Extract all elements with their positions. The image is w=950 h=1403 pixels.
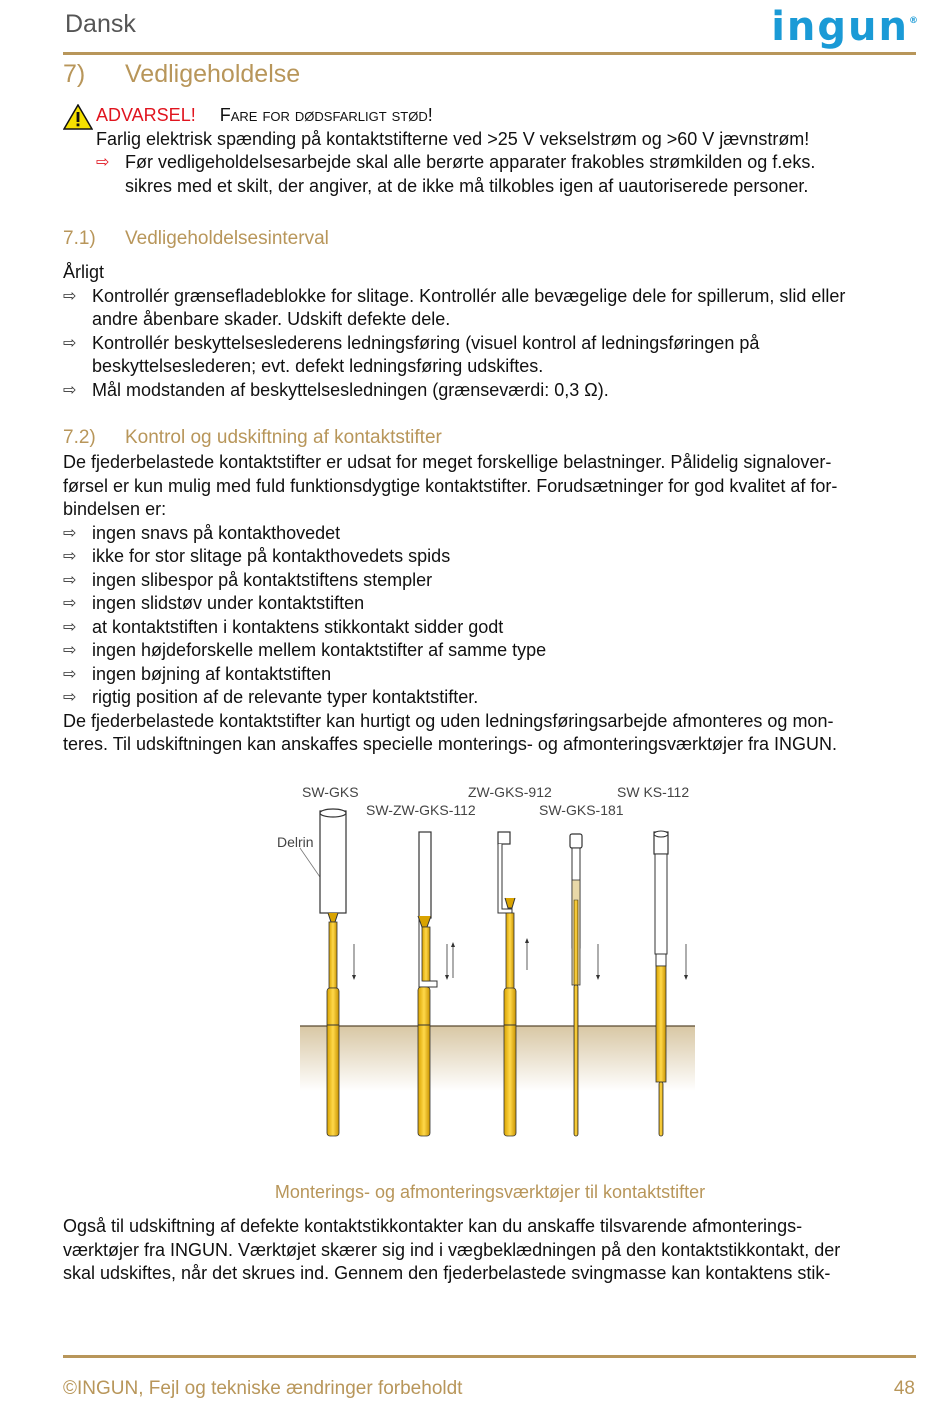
label-sw-ks-112: SW KS-112 bbox=[617, 784, 690, 800]
warning-text: Farlig elektrisk spænding på kontaktstifterne ved >25 V vekselstrøm og >60 V jævnstrøm! bbox=[96, 128, 810, 149]
arrow-right-icon: ⇨ bbox=[63, 381, 77, 399]
arrow-right-icon: ⇨ bbox=[63, 334, 77, 352]
list-item: ⇨ Kontrollér beskyttelseslederens ledningsføring (visuel kontrol af ledningsføringen på beskyttelseslederen; evt. defekt ledningsføring udskiftes. bbox=[63, 332, 760, 376]
arrow-right-icon: ⇨ bbox=[63, 618, 77, 636]
label-sw-gks: SW-GKS bbox=[302, 784, 359, 800]
arrow-right-icon: ⇨ bbox=[63, 689, 77, 706]
arrow-right-icon: ⇨ bbox=[63, 571, 77, 589]
arrow-right-icon: ⇨ bbox=[63, 287, 77, 305]
arrow-right-icon: ⇨ bbox=[96, 154, 110, 171]
label-sw-gks-181: SW-GKS-181 bbox=[539, 802, 624, 818]
warning-label: ADVARSEL! bbox=[96, 105, 196, 125]
list-item: ⇨ ikke for stor slitage på kontakthovedets spids bbox=[63, 545, 923, 569]
warning-heading: Fare for dødsfarligt stød! bbox=[219, 105, 433, 125]
figure-caption: Monterings- og afmonteringsværktøjer til kontaktstifter bbox=[274, 1182, 706, 1202]
logo-text: ingun bbox=[771, 4, 909, 50]
registered-mark: ® bbox=[909, 16, 920, 26]
arrow-right-icon: ⇨ bbox=[63, 524, 77, 542]
closing-paragraph: Også til udskiftning af defekte kontaktstikkontakter kan du anskaffe tilsvarende afmonterings- værktøjer fra INGUN. Værktøjet skærer sig ind i vægbeklædningen på den kontaktstikkontakt, der skal udskiftes, når det skrues ind. Gennem den fjederbelastede svingmasse kan kontaktens stik- bbox=[63, 1216, 841, 1283]
label-zw-gks-912: ZW-GKS-912 bbox=[468, 784, 552, 800]
label-sw-zw-gks-112: SW-ZW-GKS-112 bbox=[366, 802, 476, 818]
list-item: ⇨ Mål modstanden af beskyttelsesledningen (grænseværdi: 0,3 Ω). bbox=[63, 379, 923, 403]
section-title: 7) Vedligeholdelse bbox=[63, 60, 301, 88]
label-delrin: Delrin bbox=[277, 834, 314, 850]
footer-copyright: ©INGUN, Fejl og tekniske ændringer forbeholdt bbox=[63, 1378, 463, 1399]
tools-figure bbox=[262, 780, 722, 1180]
ingun-logo bbox=[771, 4, 920, 50]
contact-pin-tools-illustration bbox=[262, 780, 722, 1180]
arrow-right-icon: ⇨ bbox=[63, 665, 77, 683]
page-number: 48 bbox=[893, 1378, 915, 1399]
list-item: ⇨ ingen slibespor på kontaktstiftens stempler bbox=[63, 569, 923, 593]
header-language: Dansk bbox=[65, 10, 136, 38]
warning-instruction-line2: sikres med et skilt, der angiver, at de ikke må tilkobles igen af uautoriserede personer. bbox=[125, 175, 809, 196]
warning-instruction-line1: Før vedligeholdelsesarbejde skal alle berørte apparater frakobles strømkilden og f.eks. bbox=[125, 152, 816, 172]
arrow-right-icon: ⇨ bbox=[63, 642, 77, 659]
list-item: ⇨ ingen slidstøv under kontaktstiften bbox=[63, 592, 923, 616]
list-item: ⇨ ingen bøjning af kontaktstiften bbox=[63, 663, 923, 687]
maintenance-interval-list bbox=[63, 261, 923, 402]
list-item: ⇨ at kontaktstiften i kontaktens stikkontakt sidder godt bbox=[63, 616, 923, 640]
interval-label: Årligt bbox=[63, 262, 105, 282]
warning-triangle-icon bbox=[63, 104, 93, 130]
list-item: ⇨ rigtig position af de relevante typer kontaktstifter. bbox=[63, 686, 923, 710]
warning-block bbox=[63, 104, 815, 198]
list-item: ⇨ ingen snavs på kontakthovedet bbox=[63, 522, 923, 546]
arrow-right-icon: ⇨ bbox=[63, 595, 77, 612]
contact-pin-section-body: De fjederbelastede kontaktstifter er udsat for meget forskellige belastninger. Pålidelig signalover- førsel er kun mulig med fuld funktionsdygtige kontaktstifter. Forudsætninger for god kvalitet af for- bindelsen er: ⇨ ingen snavs på kontakthovedet ⇨ ikke for stor slitage på kontakthovedets spids ⇨ ingen slibespor på kontaktstiftens stempler ⇨ ingen slidstøv under kontaktstiften ⇨ at kontaktstiften i kontaktens stikkontakt sidder godt ⇨ ingen højdeforskelle mellem kontaktstifter af samme type ⇨ ingen bøjning af kontaktstiften ⇨ rigtig position af de relevante typer kontaktstifter. De fjederbelastede kontaktstifter kan hurtigt og uden ledningsføringsarbejde afmonteres og mon- teres. Til udskiftningen kan anskaffes specielle monterings- og afmonteringsværktøjer fra INGUN. bbox=[63, 451, 923, 757]
header-divider bbox=[63, 52, 916, 55]
list-item: ⇨ ingen højdeforskelle mellem kontaktstifter af samme type bbox=[63, 639, 923, 663]
arrow-right-icon: ⇨ bbox=[63, 548, 77, 565]
subsection-7-2-title: 7.2) Kontrol og udskiftning af kontaktstifter bbox=[63, 427, 442, 448]
footer-divider bbox=[63, 1355, 916, 1358]
subsection-7-1-title: 7.1) Vedligeholdelsesinterval bbox=[63, 228, 329, 249]
list-item: ⇨ Kontrollér grænsefladeblokke for slitage. Kontrollér alle bevægelige dele for spillerum, slid eller andre åbenbare skader. Udskift defekte dele. bbox=[63, 285, 846, 329]
